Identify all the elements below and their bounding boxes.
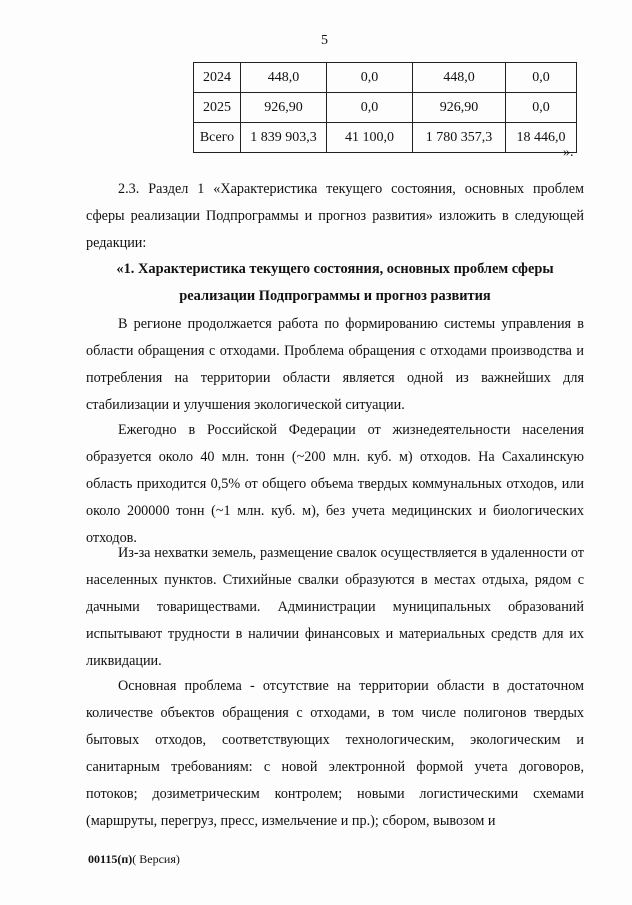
- paragraph-text: 2.3. Раздел 1 «Характеристика текущего состояния, основных проблем сферы реализации Подпрограммы и прогноз развития» изложить в следующей редакции:: [86, 181, 584, 251]
- table-cell: 926,90: [241, 93, 327, 123]
- page-number: 5: [321, 33, 328, 48]
- table-cell: 0,0: [506, 93, 577, 123]
- heading-line-2: реализации Подпрограммы и прогноз развития: [179, 288, 491, 304]
- table-cell: 1 780 357,3: [413, 123, 506, 153]
- paragraph-text: Из-за нехватки земель, размещение свалок осуществляется в удаленности от населенных пунктов. Стихийные свалки образуются в местах отдыха, рядом с дачными товариществами. Администрации муниципальных образований испытывают трудности в наличии финансовых и материальных средств для их ликвидации.: [86, 545, 584, 669]
- paragraph-text: В регионе продолжается работа по формированию системы управления в области обращения с отходами. Проблема обращения с отходами производства и потребления на территории области является одной из важнейших для стабилизации и улучшения экологической ситуации.: [86, 316, 584, 413]
- table-cell: 0,0: [327, 93, 413, 123]
- table-row-total: [194, 123, 577, 153]
- table-cell: 448,0: [241, 63, 327, 93]
- table-cell: 1 839 903,3: [241, 123, 327, 153]
- intro-paragraph: [86, 176, 584, 257]
- body-paragraph-3: [86, 540, 584, 675]
- heading-line-1: «1. Характеристика текущего состояния, основных проблем сферы: [116, 261, 554, 277]
- table-cell: 448,0: [413, 63, 506, 93]
- paragraph-text: Основная проблема - отсутствие на территории области в достаточном количестве объектов обращения с отходами, в том числе полигонов твердых бытовых отходов, соответствующих технологическим, экологическим и санитарным требованиям: с новой электронной формой учета договоров, потоков; дозиметрическим контролем; новыми логистическими схемами (маршруты, перегруз, пресс, измельчение и пр.); сбором, вывозом и: [86, 678, 584, 829]
- table-cell: 0,0: [506, 63, 577, 93]
- body-paragraph-4: [86, 673, 584, 835]
- table-cell: 926,90: [413, 93, 506, 123]
- section-heading: [86, 256, 584, 310]
- table-cell: 41 100,0: [327, 123, 413, 153]
- footer-version: ( Версия): [132, 852, 180, 866]
- body-paragraph-2: [86, 417, 584, 552]
- table-row: [194, 93, 577, 123]
- table-cell: 0,0: [327, 63, 413, 93]
- table-cell: 2024: [194, 63, 241, 93]
- footer-code: 00115(п): [88, 852, 133, 866]
- funding-table: [193, 62, 577, 153]
- table-cell: 2025: [194, 93, 241, 123]
- closing-quote: ».: [563, 145, 574, 160]
- table-row: [194, 63, 577, 93]
- paragraph-text: Ежегодно в Российской Федерации от жизнедеятельности населения образуется около 40 млн. тонн (~200 млн. куб. м) отходов. На Сахалинскую область приходится 0,5% от общего объема твердых коммунальных отходов, или около 200000 тонн (~1 млн. куб. м), без учета медицинских и биологических отходов.: [86, 422, 584, 546]
- table-cell: Всего: [194, 123, 241, 153]
- body-paragraph-1: [86, 311, 584, 419]
- document-footer: [88, 852, 180, 867]
- table-cell: 18 446,0: [506, 123, 577, 153]
